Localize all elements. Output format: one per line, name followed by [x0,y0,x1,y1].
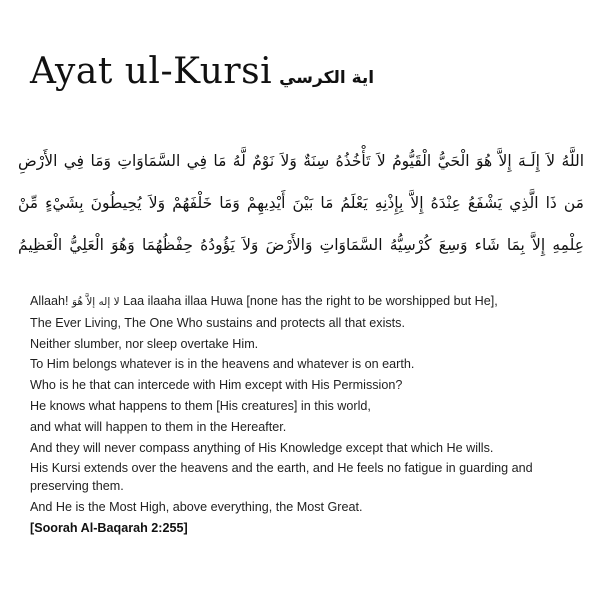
translation-line-start: Allaah! [30,294,73,308]
translation-line: His Kursi extends over the heavens and the earth, and He feels no fatigue in guarding and preserving them. [30,461,533,494]
translation-line-end: Laa ilaaha illaa Huwa [none has the right to be worshipped but He], [119,294,498,308]
page-title-arabic: اية الكرسي [279,68,375,88]
translation-line: The Ever Living, The One Who sustains and protects all that exists. [30,315,405,330]
page-header [30,52,570,100]
translation-line: Neither slumber, nor sleep overtake Him. [30,336,259,351]
translation-line [30,291,575,313]
verse-reference: [Soorah Al-Baqarah 2:255] [30,521,188,536]
arabic-verse [18,140,584,266]
translation-line: and what will happen to them in the Hereafter. [30,419,287,434]
translation-line: And they will never compass anything of His Knowledge except that which He wills. [30,440,494,455]
page-title: Ayat ul-Kursi [30,51,273,92]
arabic-verse-line: عِلْمِهِ إِلاَّ بِمَا شَاء وَسِعَ كُرْسِيُّهُ السَّمَاوَاتِ وَالأَرْضَ وَلاَ يَؤُودُهُ حِفْظُهُمَا وَهُوَ الْعَلِيُّ الْعَظِيمُ [18,236,584,254]
inline-arabic-phrase: لا إله إلاَّ هُوَ [72,296,120,308]
translation-line: And He is the Most High, above everything, the Most Great. [30,500,363,515]
translation-text [30,291,575,538]
arabic-verse-line: مَن ذَا الَّذِي يَشْفَعُ عِنْدَهُ إِلاَّ بِإِذْنِهِ يَعْلَمُ مَا بَيْنَ أَيْدِيهِمْ وَمَا خَلْفَهُمْ وَلاَ يُحِيطُونَ بِشَيْءٍ مِّنْ [18,194,584,212]
translation-line: He knows what happens to them [His creatures] in this world, [30,398,371,413]
arabic-verse-line: اللَّهُ لاَ إِلَـهَ إِلاَّ هُوَ الْحَيُّ الْقَيُّومُ لاَ تَأْخُذُهُ سِنَةٌ وَلاَ نَوْمٌ لَّهُ مَا فِي السَّمَاوَاتِ وَمَا فِي الأَرْضِ [18,152,584,170]
translation-line: Who is he that can intercede with Him except with His Permission? [30,378,403,393]
translation-line: To Him belongs whatever is in the heavens and whatever is on earth. [30,357,415,372]
